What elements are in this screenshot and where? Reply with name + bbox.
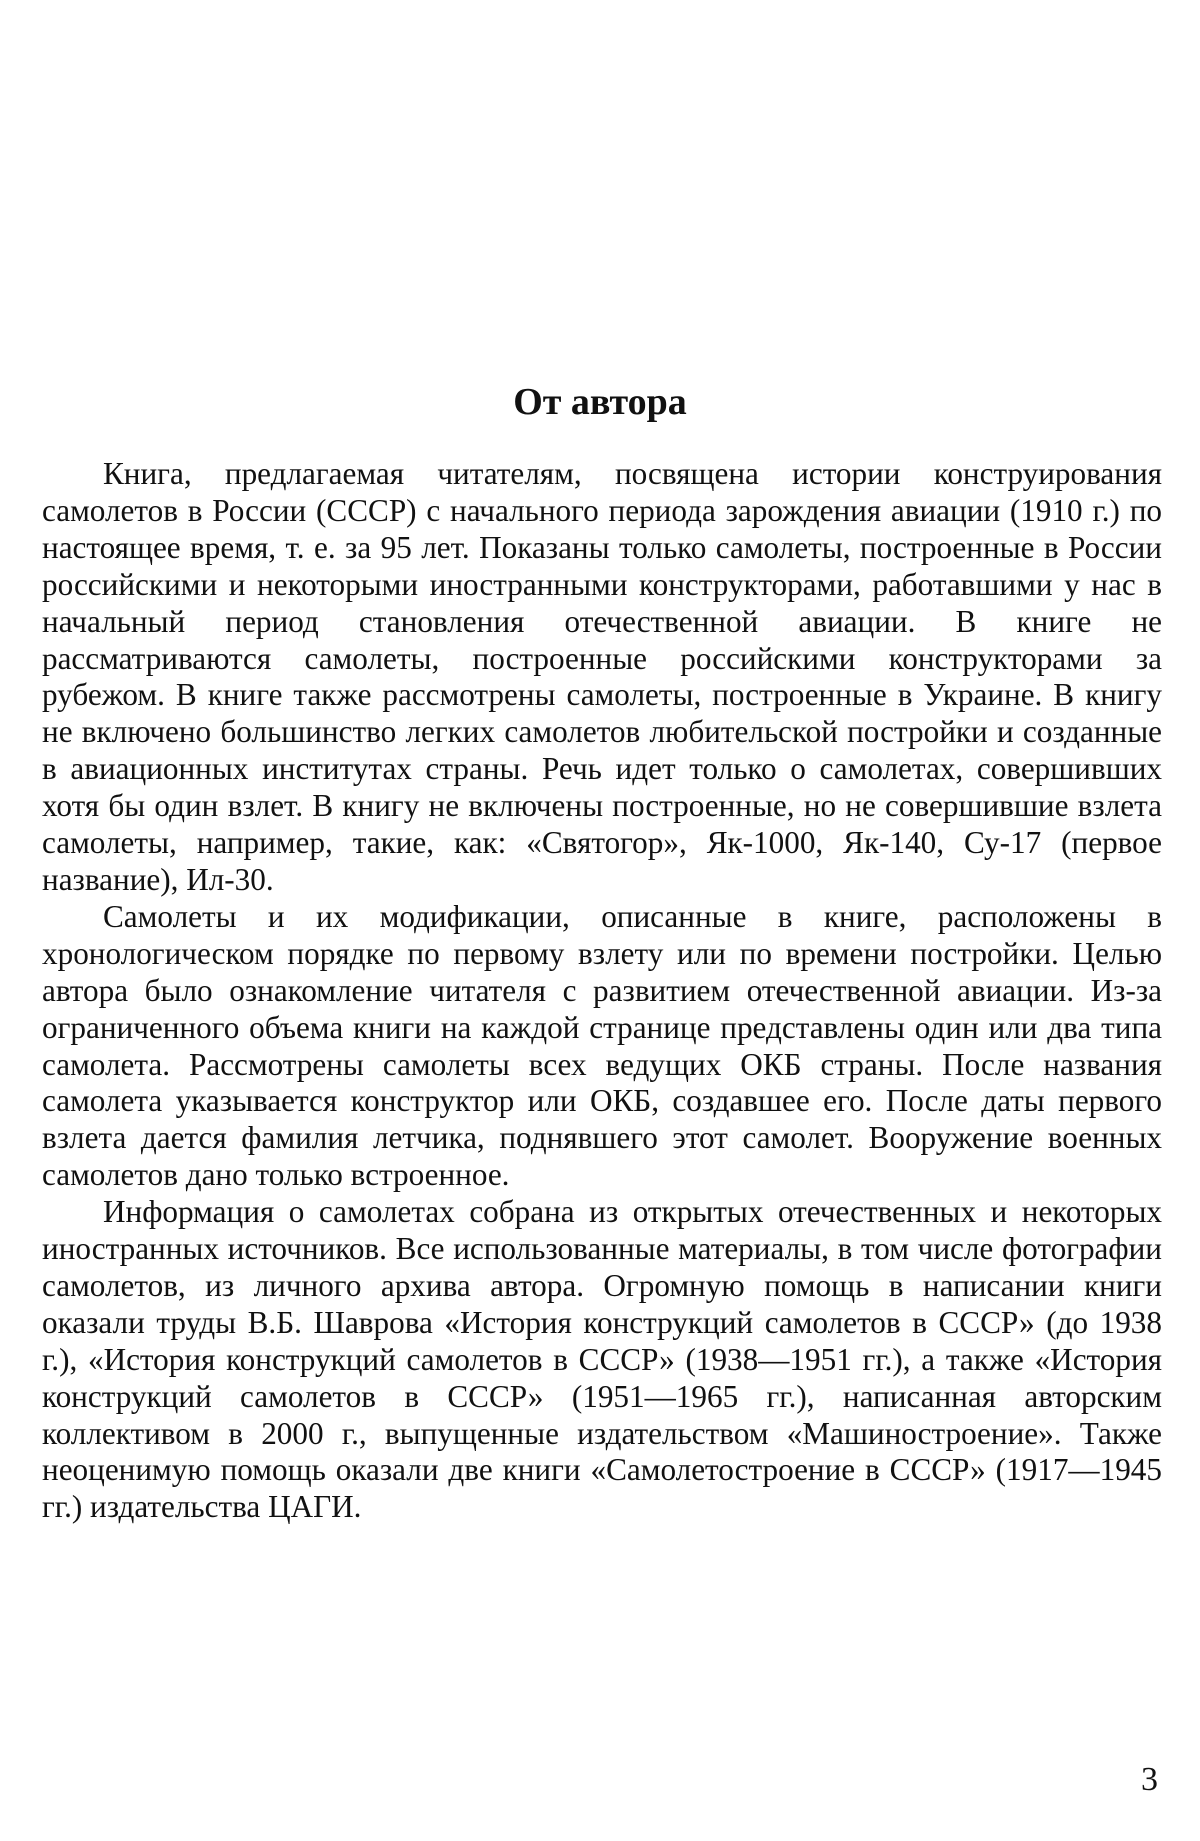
paragraph-3: Информация о самолетах собрана из открытых отечественных и некоторых иностранных источников. Все использованные материалы, в том числе фотографии самолетов, из личного архива автора. Огромную помощь в написании книги оказали труды В.Б. Шаврова «История конструкций самолетов в СССР» (до 1938 г.), «История конструкций самолетов в СССР» (1938—1951 гг.), а также «История конструкций самолетов в СССР» (1951—1965 гг.), написанная авторским коллективом в 2000 г., выпущенные издательством «Машиностроение». Также неоценимую помощь оказали две книги «Самолетостроение в СССР» (1917—1945 гг.) издательства ЦАГИ. (42, 1194, 1162, 1525)
paragraph-2: Самолеты и их модификации, описанные в книге, расположены в хронологическом порядке по первому взлету или по времени постройки. Целью автора было ознакомление читателя с развитием отечественной авиации. Из-за ограниченного объема книги на каждой странице представлены один или два типа самолета. Рассмотрены самолеты всех ведущих ОКБ страны. После названия самолета указывается конструктор или ОКБ, создавшее его. После даты первого взлета дается фамилия летчика, поднявшего этот самолет. Вооружение военных самолетов дано только встроенное. (42, 898, 1162, 1193)
paragraph-1: Книга, предлагаемая читателям, посвящена истории конструирования самолетов в России (СССР) с начального периода зарождения авиации (1910 г.) по настоящее время, т. е. за 95 лет. Показаны только самолеты, построенные в России российскими и некоторыми иностранными конструкторами, работавшими у нас в начальный период становления отечественной авиации. В книге не рассматриваются самолеты, построенные российскими конструкторами за рубежом. В книге также рассмотрены самолеты, построенные в Украине. В книгу не включено большинство легких самолетов любительской постройки и созданные в авиационных институтах страны. Речь идет только о самолетах, совершивших хотя бы один взлет. В книгу не включены построенные, но не совершившие взлета самолеты, например, такие, как: «Святогор», Як-1000, Як-140, Су-17 (первое название), Ил-30. (42, 456, 1162, 897)
body-text (42, 456, 1162, 1526)
page-number: 3 (1141, 1761, 1158, 1798)
section-title: От автора (513, 381, 687, 423)
